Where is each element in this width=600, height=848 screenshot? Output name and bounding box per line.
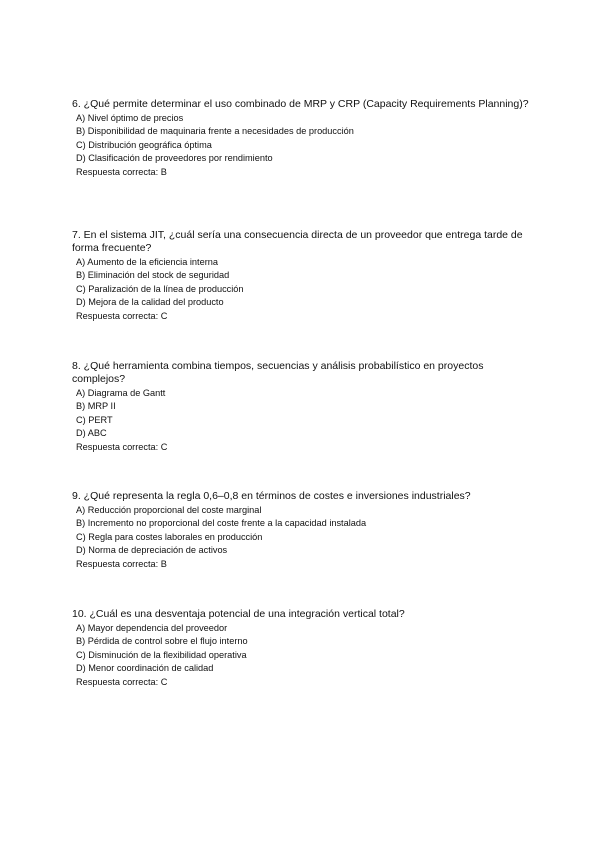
correct-answer: Respuesta correcta: C	[76, 310, 168, 321]
option-c: C) PERT	[76, 414, 113, 425]
question-8	[72, 360, 532, 454]
question-text: 10. ¿Cuál es una desventaja potencial de una integración vertical total?	[72, 608, 405, 620]
option-d: D) Mejora de la calidad del producto	[76, 297, 224, 308]
option-a: A) Reducción proporcional del coste marginal	[76, 505, 262, 515]
option-b: B) MRP II	[76, 401, 116, 412]
correct-answer: Respuesta correcta: B	[76, 558, 167, 569]
correct-answer: Respuesta correcta: B	[76, 166, 167, 177]
question-9	[72, 490, 532, 571]
question-text: 8. ¿Qué herramienta combina tiempos, secuencias y análisis probabilístico en proyectos complejos?	[72, 360, 484, 385]
option-b: B) Incremento no proporcional del coste frente a la capacidad instalada	[76, 518, 367, 529]
correct-answer: Respuesta correcta: C	[76, 676, 168, 687]
option-d: D) ABC	[76, 428, 107, 439]
option-b: B) Pérdida de control sobre el flujo interno	[76, 636, 248, 647]
option-c: C) Regla para costes laborales en producción	[76, 531, 263, 542]
question-text: 6. ¿Qué permite determinar el uso combinado de MRP y CRP (Capacity Requirements Planning)?	[72, 98, 529, 110]
question-text: 9. ¿Qué representa la regla 0,6–0,8 en términos de costes e inversiones industriales?	[72, 490, 471, 502]
option-a: A) Mayor dependencia del proveedor	[76, 623, 228, 633]
question-7	[72, 229, 532, 323]
option-c: C) Paralización de la línea de producción	[76, 283, 244, 294]
option-a: A) Aumento de la eficiencia interna	[76, 257, 218, 267]
correct-answer: Respuesta correcta: C	[76, 441, 168, 452]
question-10	[72, 608, 532, 689]
option-b: B) Eliminación del stock de seguridad	[76, 270, 230, 281]
question-6	[72, 98, 532, 179]
option-a: A) Nivel óptimo de precios	[76, 113, 184, 123]
option-d: D) Clasificación de proveedores por rendimiento	[76, 153, 273, 164]
option-c: C) Disminución de la flexibilidad operativa	[76, 649, 247, 660]
option-b: B) Disponibilidad de maquinaria frente a necesidades de producción	[76, 126, 354, 137]
option-a: A) Diagrama de Gantt	[76, 388, 166, 398]
question-text: 7. En el sistema JIT, ¿cuál sería una consecuencia directa de un proveedor que entrega tarde de forma frecuente?	[72, 229, 523, 254]
option-d: D) Norma de depreciación de activos	[76, 545, 228, 556]
option-c: C) Distribución geográfica óptima	[76, 139, 212, 150]
option-d: D) Menor coordinación de calidad	[76, 663, 214, 674]
